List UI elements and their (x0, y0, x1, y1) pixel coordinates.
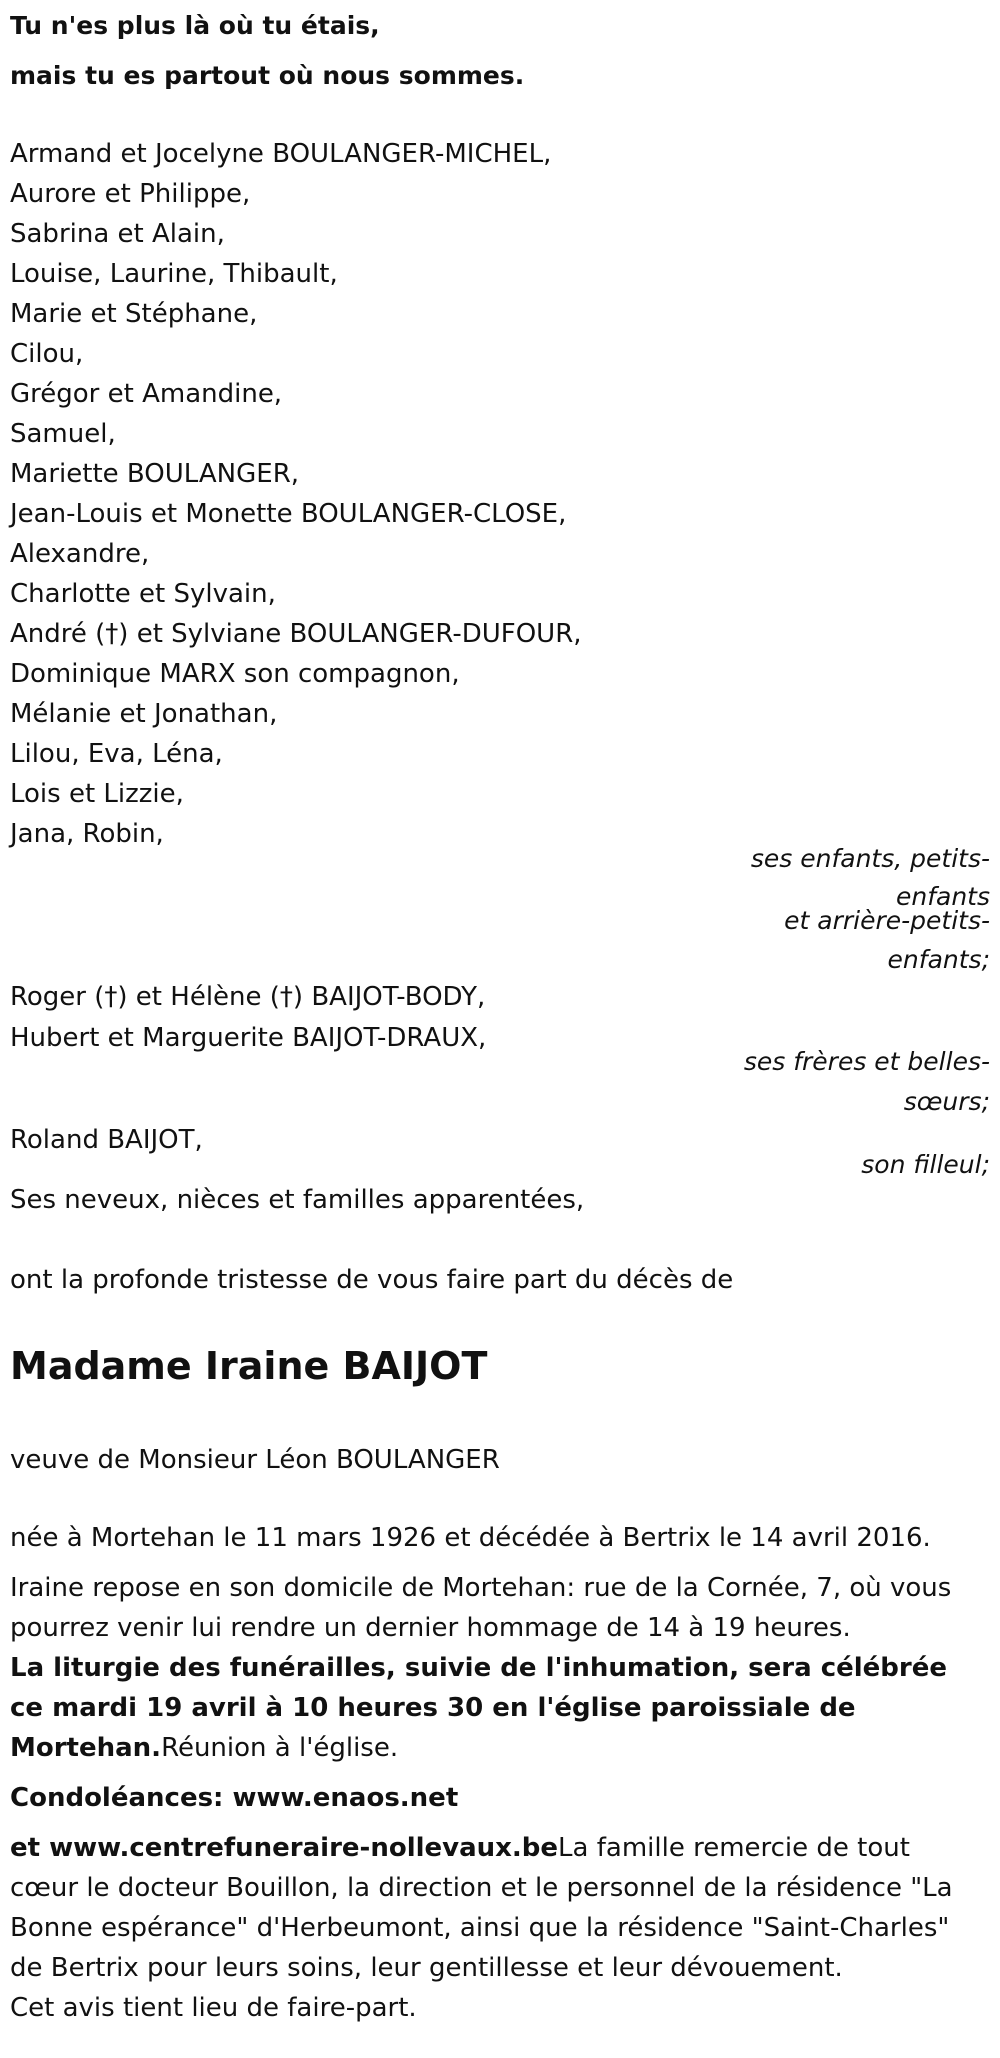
family-name: Lois et Lizzie, (10, 779, 184, 809)
family-name: Cilou, (10, 339, 84, 369)
family-name: Sabrina et Alain, (10, 219, 225, 249)
family-name: Aurore et Philippe, (10, 179, 251, 209)
announcement-line: ont la profonde tristesse de vous faire part du décès de (10, 1265, 734, 1295)
role-children-line-4: enfants; (887, 945, 990, 974)
family-name: Mariette BOULANGER, (10, 459, 300, 489)
closing-line: Cet avis tient lieu de faire-part. (10, 1993, 417, 2023)
role-godson: son filleul; (861, 1150, 990, 1179)
thanks-text: La famille remercie de tout cœur le docteur Bouillon, la direction et le personnel de la résidence "La Bonne espérance" d'Herbeumont, ainsi que la résidence "Saint-Charles" de Bertrix pour leurs soins, leur gentillesse et leur dévouement. (10, 1833, 953, 1983)
family-name: Armand et Jocelyne BOULANGER-MICHEL, (10, 139, 552, 169)
role-children-line-1: ses enfants, petits- (750, 844, 990, 873)
family-name: Alexandre, (10, 539, 150, 569)
epigraph-line-1: Tu n'es plus là où tu étais, (10, 11, 380, 40)
family-name: Charlotte et Sylvain, (10, 579, 276, 609)
family-name: Lilou, Eva, Léna, (10, 739, 223, 769)
funeral-details: La liturgie des funérailles, suivie de l'inhumation, sera célébrée ce mardi 19 avril à 10 heures 30 en l'église paroissiale de Mortehan. (10, 1653, 947, 1763)
family-name: Marie et Stéphane, (10, 299, 258, 329)
sibling-name: Roger (†) et Hélène (†) BAIJOT-BODY, (10, 982, 486, 1012)
birth-death-line: née à Mortehan le 11 mars 1926 et décédée à Bertrix le 14 avril 2016. (10, 1523, 931, 1553)
funeral-website: et www.centrefuneraire-nollevaux.be (10, 1833, 559, 1863)
visitation-paragraph: Iraine repose en son domicile de Mortehan: rue de la Cornée, 7, où vous pourrez venir lui rendre un dernier hommage de 14 à 19 heures. (10, 1573, 952, 1643)
godson-name: Roland BAIJOT, (10, 1125, 203, 1155)
family-name: Jean-Louis et Monette BOULANGER-CLOSE, (10, 499, 567, 529)
funeral-paragraph (10, 1648, 985, 1768)
relatives-line: Ses neveux, nièces et familles apparentées, (10, 1185, 585, 1215)
family-name: Dominique MARX son compagnon, (10, 659, 460, 689)
children-names-list (10, 134, 582, 854)
family-name: Jana, Robin, (10, 819, 164, 849)
deceased-name: Madame Iraine BAIJOT (10, 1344, 488, 1388)
funeral-meeting: Réunion à l'église. (161, 1733, 399, 1763)
widow-of-line: veuve de Monsieur Léon BOULANGER (10, 1445, 500, 1475)
role-siblings-line-1: ses frères et belles- (743, 1047, 990, 1076)
sibling-name: Hubert et Marguerite BAIJOT-DRAUX, (10, 1023, 487, 1053)
role-children-line-2: enfants (895, 882, 990, 911)
role-siblings-line-2: sœurs; (903, 1087, 990, 1116)
thanks-paragraph (10, 1828, 985, 1988)
family-name: Louise, Laurine, Thibault, (10, 259, 338, 289)
family-name: Samuel, (10, 419, 116, 449)
epigraph-line-2: mais tu es partout où nous sommes. (10, 61, 525, 90)
condolences-line: Condoléances: www.enaos.net (10, 1783, 459, 1813)
family-name: Grégor et Amandine, (10, 379, 283, 409)
family-name: Mélanie et Jonathan, (10, 699, 278, 729)
role-children-line-3: et arrière-petits- (784, 906, 990, 935)
family-name: André (†) et Sylviane BOULANGER-DUFOUR, (10, 619, 582, 649)
